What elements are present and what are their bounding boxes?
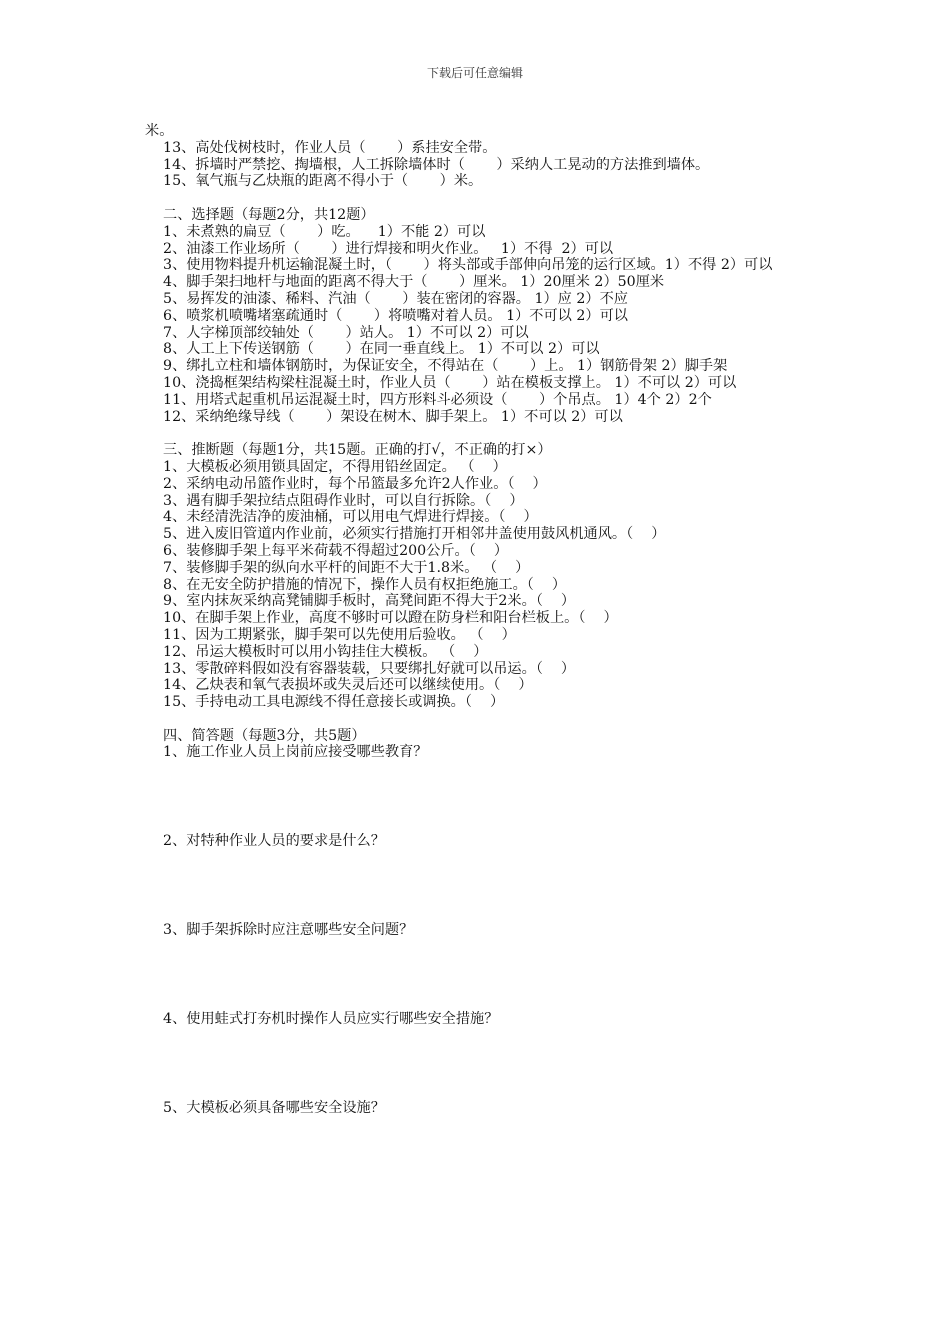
- question-item: 11、用塔式起重机吊运混凝土时，四方形料斗必须设（ ）个吊点。 1）4个 2）2个: [145, 391, 712, 408]
- question-item: 4、未经清洗洁净的废油桶，可以用电气焊进行焊接。（ ）: [145, 509, 538, 526]
- fill-in-section-tail: [145, 123, 805, 190]
- question-item: 9、室内抹灰采纳高凳铺脚手板时，高凳间距不得大于2米。（ ）: [145, 593, 576, 610]
- question-item: 15、手持电动工具电源线不得任意接长或调换。（ ）: [145, 694, 505, 711]
- answer-space: [145, 850, 805, 922]
- question-item: 13、零散碎料假如没有容器装载，只要绑扎好就可以吊运。（ ）: [145, 660, 576, 677]
- short-answer-section: [145, 728, 805, 1117]
- document-body: [145, 123, 805, 1116]
- question-item: 1、未煮熟的扁豆（ ）吃。 1）不能 2）可以: [145, 223, 486, 240]
- question-item: 2、对特种作业人员的要求是什么？: [145, 833, 385, 850]
- question-item: 3、遇有脚手架拉结点阻碍作业时，可以自行拆除。（ ）: [145, 492, 524, 509]
- question-item: 1、施工作业人员上岗前应接受哪些教育？: [145, 744, 428, 761]
- question-item: 12、吊运大模板时可以用小钩挂住大模板。 （ ）: [145, 643, 488, 660]
- question-item: 6、装修脚手架上每平米荷载不得超过200公斤。（ ）: [145, 542, 509, 559]
- question-item: 2、油漆工作业场所（ ）进行焊接和明火作业。 1）不得 2）可以: [145, 240, 614, 257]
- answer-space: [145, 939, 805, 1011]
- question-item: 2、采纳电动吊篮作业时，每个吊篮最多允许2人作业。（ ）: [145, 475, 547, 492]
- question-item: 10、在脚手架上作业，高度不够时可以蹬在防身栏和阳台栏板上。（ ）: [145, 610, 618, 627]
- judgment-section: [145, 442, 805, 711]
- question-item: 5、进入废旧管道内作业前，必须实行措施打开相邻井盖使用鼓风机通风。（ ）: [145, 526, 666, 543]
- answer-space: [145, 1028, 805, 1100]
- question-item: 6、喷浆机喷嘴堵塞疏通时（ ）将喷嘴对着人员。 1）不可以 2）可以: [145, 307, 628, 324]
- question-item: 5、大模板必须具备哪些安全设施？: [145, 1099, 385, 1116]
- question-item: 12、采纳绝缘导线（ ）架设在树木、脚手架上。 1）不可以 2）可以: [145, 408, 623, 425]
- question-item: 14、拆墙时严禁挖、掏墙根，人工拆除墙体时（ ）采纳人工晃动的方法推到墙体。: [145, 156, 710, 173]
- question-item: 10、浇捣框架结构梁柱混凝土时，作业人员（ ）站在模板支撑上。 1）不可以 2）可以: [145, 374, 737, 391]
- question-item: 7、装修脚手架的纵向水平杆的间距不大于1.8米。 （ ）: [145, 559, 530, 576]
- question-item: 7、人字梯顶部绞轴处（ ）站人。 1）不可以 2）可以: [145, 324, 529, 341]
- question-item: 3、脚手架拆除时应注意哪些安全问题？: [145, 922, 414, 939]
- question-item: 1、大模板必须用锁具固定，不得用铅丝固定。 （ ）: [145, 458, 507, 475]
- section-title: 三、推断题（每题1分，共15题。正确的打√，不正确的打×）: [145, 442, 552, 459]
- question-item: 8、人工上下传送钢筋（ ）在同一垂直线上。 1）不可以 2）可以: [145, 341, 600, 358]
- section-title: 四、简答题（每题3分，共5题）: [145, 727, 366, 744]
- question-item: 15、氧气瓶与乙炔瓶的距离不得小于（ ）米。: [145, 173, 483, 190]
- answer-space: [145, 761, 805, 833]
- question-item: 4、使用蛙式打夯机时操作人员应实行哪些安全措施？: [145, 1010, 499, 1027]
- question-item: 3、使用物料提升机运输混凝土时，（ ）将头部或手部伸向吊笼的运行区域。1）不得 2）可以: [145, 257, 773, 274]
- section-title: 二、选择题（每题2分，共12题）: [145, 206, 375, 223]
- question-item: 13、高处伐树枝时，作业人员（ ）系挂安全带。: [145, 139, 497, 156]
- choice-section: [145, 207, 805, 425]
- question-item: 8、在无安全防护措施的情况下，操作人员有权拒绝施工。（ ）: [145, 576, 567, 593]
- text-line: 米。: [145, 123, 174, 139]
- question-item: 5、易挥发的油漆、稀料、汽油（ ）装在密闭的容器。 1）应 2）不应: [145, 290, 628, 307]
- question-item: 11、因为工期紧张，脚手架可以先使用后验收。 （ ）: [145, 626, 516, 643]
- page-header: 下载后可任意编辑: [426, 66, 523, 80]
- question-item: 9、绑扎立柱和墙体钢筋时，为保证安全，不得站在（ ）上。 1）钢筋骨架 2）脚手架: [145, 358, 728, 375]
- question-item: 4、脚手架扫地杆与地面的距离不得大于（ ）厘米。 1）20厘米 2）50厘米: [145, 274, 665, 291]
- question-item: 14、乙炔表和氧气表损坏或失灵后还可以继续使用。（ ）: [145, 677, 533, 694]
